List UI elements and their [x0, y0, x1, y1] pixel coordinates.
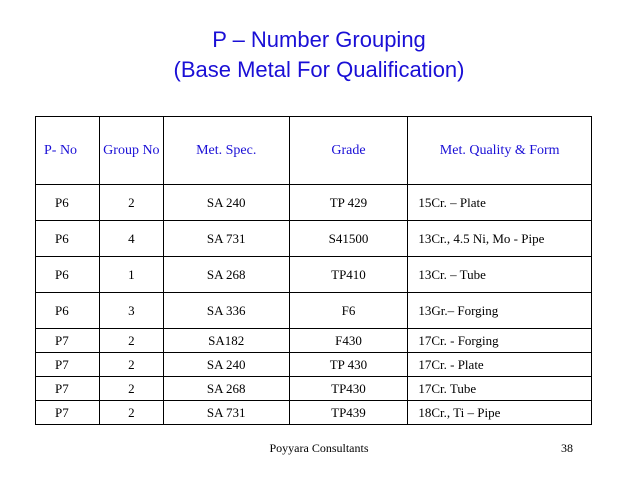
cell-grade: TP430 [289, 377, 408, 401]
cell-p-no: P6 [36, 221, 100, 257]
cell-quality-form: 17Cr. Tube [408, 377, 592, 401]
header-p-no: P- No [36, 117, 100, 185]
cell-group-no: 2 [99, 377, 163, 401]
cell-grade: TP439 [289, 401, 408, 425]
slide-subtitle: (Base Metal For Qualification) [173, 57, 465, 82]
cell-grade: F430 [289, 329, 408, 353]
cell-p-no: P6 [36, 185, 100, 221]
table-row [36, 257, 592, 293]
cell-met-spec: SA 268 [163, 377, 289, 401]
header-met-spec: Met. Spec. [163, 117, 289, 185]
cell-quality-form: 15Cr. – Plate [408, 185, 592, 221]
cell-quality-form: 17Cr. - Plate [408, 353, 592, 377]
cell-quality-form: 13Gr.– Forging [408, 293, 592, 329]
cell-met-spec: SA 268 [163, 257, 289, 293]
cell-p-no: P6 [36, 293, 100, 329]
cell-group-no: 4 [99, 221, 163, 257]
cell-p-no: P7 [36, 353, 100, 377]
cell-grade: TP410 [289, 257, 408, 293]
cell-grade: TP 429 [289, 185, 408, 221]
cell-group-no: 2 [99, 185, 163, 221]
table-row [36, 377, 592, 401]
footer-company: Poyyara Consultants [269, 441, 369, 455]
header-grade: Grade [289, 117, 408, 185]
cell-met-spec: SA 731 [163, 401, 289, 425]
cell-met-spec: SA 240 [163, 185, 289, 221]
cell-met-spec: SA 336 [163, 293, 289, 329]
page-number: 38 [561, 441, 573, 455]
cell-p-no: P7 [36, 401, 100, 425]
table-row [36, 221, 592, 257]
cell-group-no: 2 [99, 329, 163, 353]
cell-quality-form: 13Cr., 4.5 Ni, Mo - Pipe [408, 221, 592, 257]
header-quality-form: Met. Quality & Form [408, 117, 592, 185]
cell-met-spec: SA182 [163, 329, 289, 353]
cell-p-no: P6 [36, 257, 100, 293]
cell-grade: F6 [289, 293, 408, 329]
cell-p-no: P7 [36, 329, 100, 353]
cell-p-no: P7 [36, 377, 100, 401]
slide-title: P – Number Grouping [212, 27, 426, 52]
cell-grade: S41500 [289, 221, 408, 257]
cell-group-no: 2 [99, 353, 163, 377]
table-row [36, 329, 592, 353]
header-group-no: Group No [99, 117, 163, 185]
cell-quality-form: 18Cr., Ti – Pipe [408, 401, 592, 425]
table-row [36, 401, 592, 425]
cell-group-no: 2 [99, 401, 163, 425]
cell-met-spec: SA 240 [163, 353, 289, 377]
table-row [36, 353, 592, 377]
cell-group-no: 3 [99, 293, 163, 329]
cell-quality-form: 17Cr. - Forging [408, 329, 592, 353]
cell-group-no: 1 [99, 257, 163, 293]
p-number-table [35, 116, 592, 425]
cell-met-spec: SA 731 [163, 221, 289, 257]
table-row [36, 293, 592, 329]
table-row [36, 185, 592, 221]
cell-quality-form: 13Cr. – Tube [408, 257, 592, 293]
table-header-row [36, 117, 592, 185]
cell-grade: TP 430 [289, 353, 408, 377]
